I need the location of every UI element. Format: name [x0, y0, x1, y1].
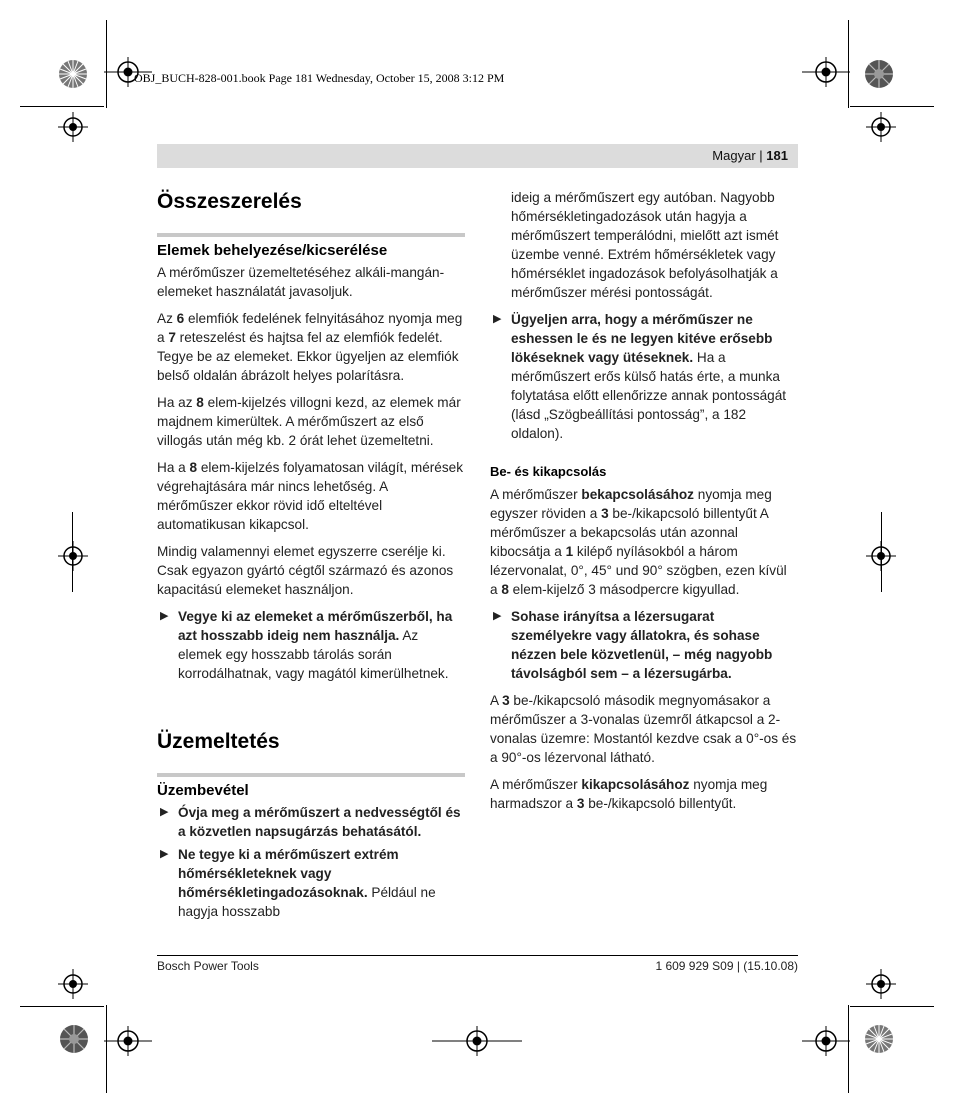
bullet-protect-moisture: ▶ Óvja meg a mérőműszert a nedvességtől és a közvetlen napsugárzás behatásától.	[160, 805, 461, 839]
header-language: Magyar	[712, 148, 756, 163]
print-info-line: OBJ_BUCH-828-001.book Page 181 Wednesday, October 15, 2008 3:12 PM	[134, 71, 505, 85]
bullet-arrow-icon: ▶	[493, 313, 502, 325]
header-separator: |	[759, 148, 763, 163]
paragraph-replace-all: Mindig valamennyi elemet egyszerre cserélje ki. Csak egyazon gyártó cégtől származó és azonos kapacitású elemeket használjon.	[157, 544, 454, 597]
registration-mark-icon	[58, 541, 88, 571]
registration-mark-icon	[866, 969, 896, 999]
paragraph-battery-blink: Ha az 8 elem-kijelzés villogni kezd, az elemek már majdnem kimerültek. A mérőműszert az első villogás után még kb. 2 órát lehet üzemeltetni.	[157, 395, 461, 448]
bullet-arrow-icon: ▶	[493, 610, 502, 622]
left-column	[157, 190, 465, 921]
bullet-avoid-drops: ▶ Ügyeljen arra, hogy a mérőműszer ne eshessen le és ne legyen kitéve erősebb lökéseknek vagy ütéseknek. Ha a mérőműszert erős külső hatás érte, a munka folytatása előtt ellenőrizze annak pontosságát (lásd „Szögbeállítási pontosság”, a 182 oldalon).	[493, 312, 787, 441]
heading-on-off: Be- és kikapcsolás	[490, 464, 607, 479]
paragraph-switch-off: A mérőműszer kikapcsolásához nyomja meg harmadszor a 3 be-/kikapcsoló billentyűt.	[490, 777, 768, 811]
heading-operation: Üzemeltetés	[157, 730, 280, 753]
paragraph-switch-on: A mérőműszer bekapcsolásához nyomja meg egyszer röviden a 3 be-/kikapcsoló billentyűt A mérőműszer a bekapcsolás után azonnal kibocsátja a 1 kilépő nyílásokból a három lézervonalat, 0°, 45° und 90° szögben, ezen kívül a 8 elem-kijelző 3 másodpercre kigyullad.	[490, 487, 787, 597]
registration-mark-icon	[866, 541, 896, 571]
bullet-laser-warning: ▶ Sohase irányítsa a lézersugarat személyekre vagy állatokra, és sohase nézzen bele közvetlenül, – még nagyobb távolságból sem – a lézersugárba.	[493, 609, 773, 681]
paragraph-second-press: A 3 be-/kikapcsoló második megnyomásakor a mérőműszer a 3-vonalas üzemről átkapcsol a 2-vonalas üzemre: Mostantól kezdve csak a 0°-os és a 90°-os lézervonal látható.	[490, 693, 797, 765]
heading-startup: Üzembevétel	[157, 773, 465, 800]
registration-mark-icon	[104, 1026, 152, 1056]
footer-doc-number: 1 609 929 S09 | (15.10.08)	[655, 959, 798, 973]
starburst-target-icon	[864, 59, 894, 89]
bullet-arrow-icon: ▶	[160, 848, 169, 860]
starburst-target-icon	[59, 1024, 89, 1054]
paragraph-battery-steady: Ha a 8 elem-kijelzés folyamatosan világít, mérések végrehajtására már nincs lehetőség. A mérőműszer ekkor rövid idő elteltével automatikusan kikapcsol.	[157, 460, 463, 532]
paragraph-battery-insert: Az 6 elemfiók fedelének felnyitásához nyomja meg a 7 reteszelést és hajtsa fel az elemfiók fedelét. Tegye be az elemeket. Ekkor ügyeljen az elemfiók belső oldalán ábrázolt helyes polarításra.	[157, 311, 463, 383]
registration-mark-icon	[802, 1026, 850, 1056]
header-text	[712, 148, 788, 163]
heading-batteries: Elemek behelyezése/kicserélése	[157, 233, 465, 260]
paragraph-temperature-continued: ideig a mérőműszert egy autóban. Nagyobb hőmérsékletingadozások után hagyja a mérőműszert temperálódni, mielőtt azt ismét üzembe venné. Extrém hőmérsékletek vagy hőmérséklet ingadozások befolyásolhatják a mérőműszer mérési pontosságát.	[511, 190, 779, 300]
registration-mark-icon	[802, 57, 850, 87]
starburst-target-icon	[864, 1024, 894, 1054]
footer-brand: Bosch Power Tools	[157, 959, 259, 973]
paragraph-battery-recommendation: A mérőműszer üzemeltetéséhez alkáli-mangán-elemeket használatát javasoljuk.	[157, 265, 445, 299]
bullet-remove-batteries: ▶ Vegye ki az elemeket a mérőműszerből, ha azt hosszabb ideig nem használja. Az elemek egy hosszabb tárolás során korrodálhatnak, vagy magától kimerülhetnek.	[160, 609, 453, 681]
starburst-target-icon	[58, 59, 88, 89]
page-number: 181	[766, 148, 788, 163]
registration-mark-icon	[58, 112, 88, 142]
bullet-arrow-icon: ▶	[160, 610, 169, 622]
right-column	[490, 188, 798, 813]
heading-assembly: Összeszerelés	[157, 190, 302, 213]
bullet-extreme-temperatures: ▶ Ne tegye ki a mérőműszert extrém hőmérsékleteknek vagy hőmérsékletingadozásoknak. Például ne hagyja hosszabb	[160, 847, 436, 919]
page-header	[157, 144, 798, 168]
bullet-arrow-icon: ▶	[160, 806, 169, 818]
registration-mark-icon	[866, 112, 896, 142]
registration-mark-icon	[432, 1026, 522, 1056]
registration-mark-icon	[58, 969, 88, 999]
footer-rule	[157, 955, 798, 956]
